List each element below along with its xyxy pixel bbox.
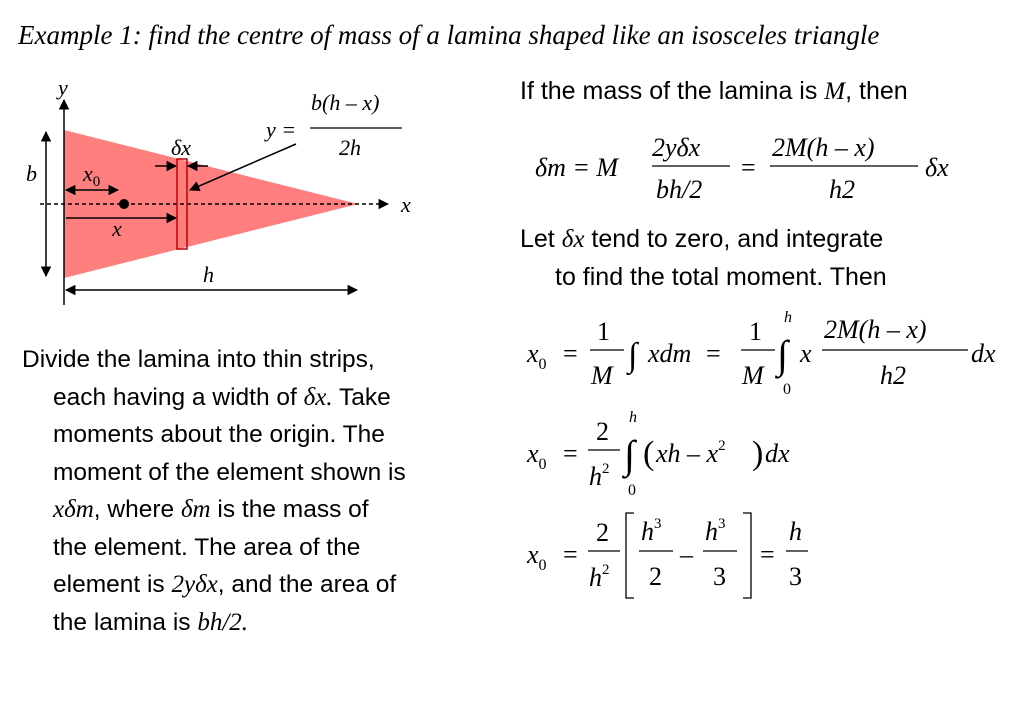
eq3-h3b: $h^3$	[705, 516, 726, 546]
mass-intro-text: If the mass of the lamina is M, then	[520, 77, 908, 105]
b-label: b	[26, 161, 37, 186]
eq3-den3: 3	[713, 562, 726, 591]
integrate-text: to find the total moment. Then	[555, 263, 887, 291]
eq3-h3a: $h^3$	[641, 516, 662, 546]
eq3-two: 2	[596, 518, 609, 547]
formula-denominator: 2h	[339, 135, 361, 160]
eq1-equals2: =	[706, 339, 721, 368]
dm-frac1-num: 2yδx	[652, 133, 701, 162]
dm-lhs: δm = M	[535, 153, 619, 182]
eq1-frac-den: h2	[880, 361, 906, 390]
eq2-body: xh – $x^2$	[656, 438, 726, 468]
dm-tail: δx	[925, 153, 949, 182]
eq2-equals: =	[563, 439, 578, 468]
eq1-x0: $x_0$	[527, 339, 547, 373]
eq3-h2: $h^2$	[589, 562, 610, 592]
eq1-frac-num: 2M(h – x)	[824, 315, 927, 344]
eq3-equals: =	[563, 540, 578, 569]
eq1-integral: ∫	[628, 337, 638, 374]
x0-label: $x_0$	[83, 161, 101, 190]
eq3-three: 3	[789, 562, 802, 591]
eq1-one: 1	[597, 317, 610, 346]
x-label: x	[112, 216, 122, 241]
eq2-rparen: )	[752, 435, 764, 472]
eq1-upper: h	[784, 309, 792, 326]
h-label: h	[203, 262, 214, 287]
eq2-dx: dx	[765, 439, 790, 468]
para-line-3: moments about the origin. The	[53, 421, 385, 448]
eq3-x0: $x_0$	[527, 540, 547, 574]
para-line-4: moment of the element shown is	[53, 458, 406, 486]
eq2-x0: $x_0$	[527, 439, 547, 473]
eq1-M: M	[591, 361, 613, 390]
dm-frac2-den: h2	[829, 175, 855, 204]
eq1-lower: 0	[783, 381, 791, 398]
para-line-7: element is 2yδx, and the area of	[53, 571, 397, 598]
eq3-equals2: =	[760, 540, 775, 569]
eq2-integral: ∫	[624, 432, 635, 477]
formula-numerator: b(h – x)	[311, 90, 380, 115]
formula-lhs: y =	[266, 117, 297, 142]
eq1-x: x	[800, 339, 812, 368]
centre-of-mass-dot	[119, 199, 129, 209]
eq3-h: h	[789, 517, 802, 546]
eq1-dx: dx	[971, 339, 996, 368]
eq2-upper: h	[629, 409, 637, 426]
eq2-lparen: (	[643, 435, 655, 472]
page-title: Example 1: find the centre of mass of a lamina shaped like an isosceles triangle	[18, 20, 880, 50]
para-line-8: the lamina is bh/2.	[53, 608, 249, 636]
para-line-2: each having a width of δx. Take	[53, 383, 391, 411]
eq1-M2: M	[742, 361, 764, 390]
para-line-1: Divide the lamina into thin strips,	[22, 346, 375, 373]
eq3-rbracket	[743, 513, 751, 598]
eq1-one2: 1	[749, 317, 762, 346]
eq2-h2: $h^2$	[589, 461, 610, 491]
x-axis-label: x	[401, 192, 411, 217]
eq1-equals: =	[563, 339, 578, 368]
eq1-xdm: xdm	[648, 339, 692, 368]
triangle-lamina-diagram	[0, 0, 520, 320]
explanation-paragraph	[22, 341, 522, 641]
eq2-two: 2	[596, 417, 609, 446]
para-line-6: the element. The area of the	[53, 533, 361, 561]
eq3-minus: –	[680, 540, 693, 569]
dm-frac1-den: bh/2	[656, 175, 703, 204]
dx-label: δx	[171, 135, 191, 160]
y-axis-label: y	[58, 75, 68, 100]
dm-frac2-num: 2M(h – x)	[772, 133, 875, 162]
dm-equals: =	[741, 153, 756, 182]
para-line-5: xδm, where δm is the mass of	[53, 496, 369, 523]
let-dx-text: Let δx tend to zero, and integrate	[520, 225, 884, 253]
eq1-integral2: ∫	[777, 332, 788, 377]
eq3-lbracket	[626, 513, 634, 598]
eq2-lower: 0	[628, 482, 636, 499]
eq3-den2: 2	[649, 562, 662, 591]
